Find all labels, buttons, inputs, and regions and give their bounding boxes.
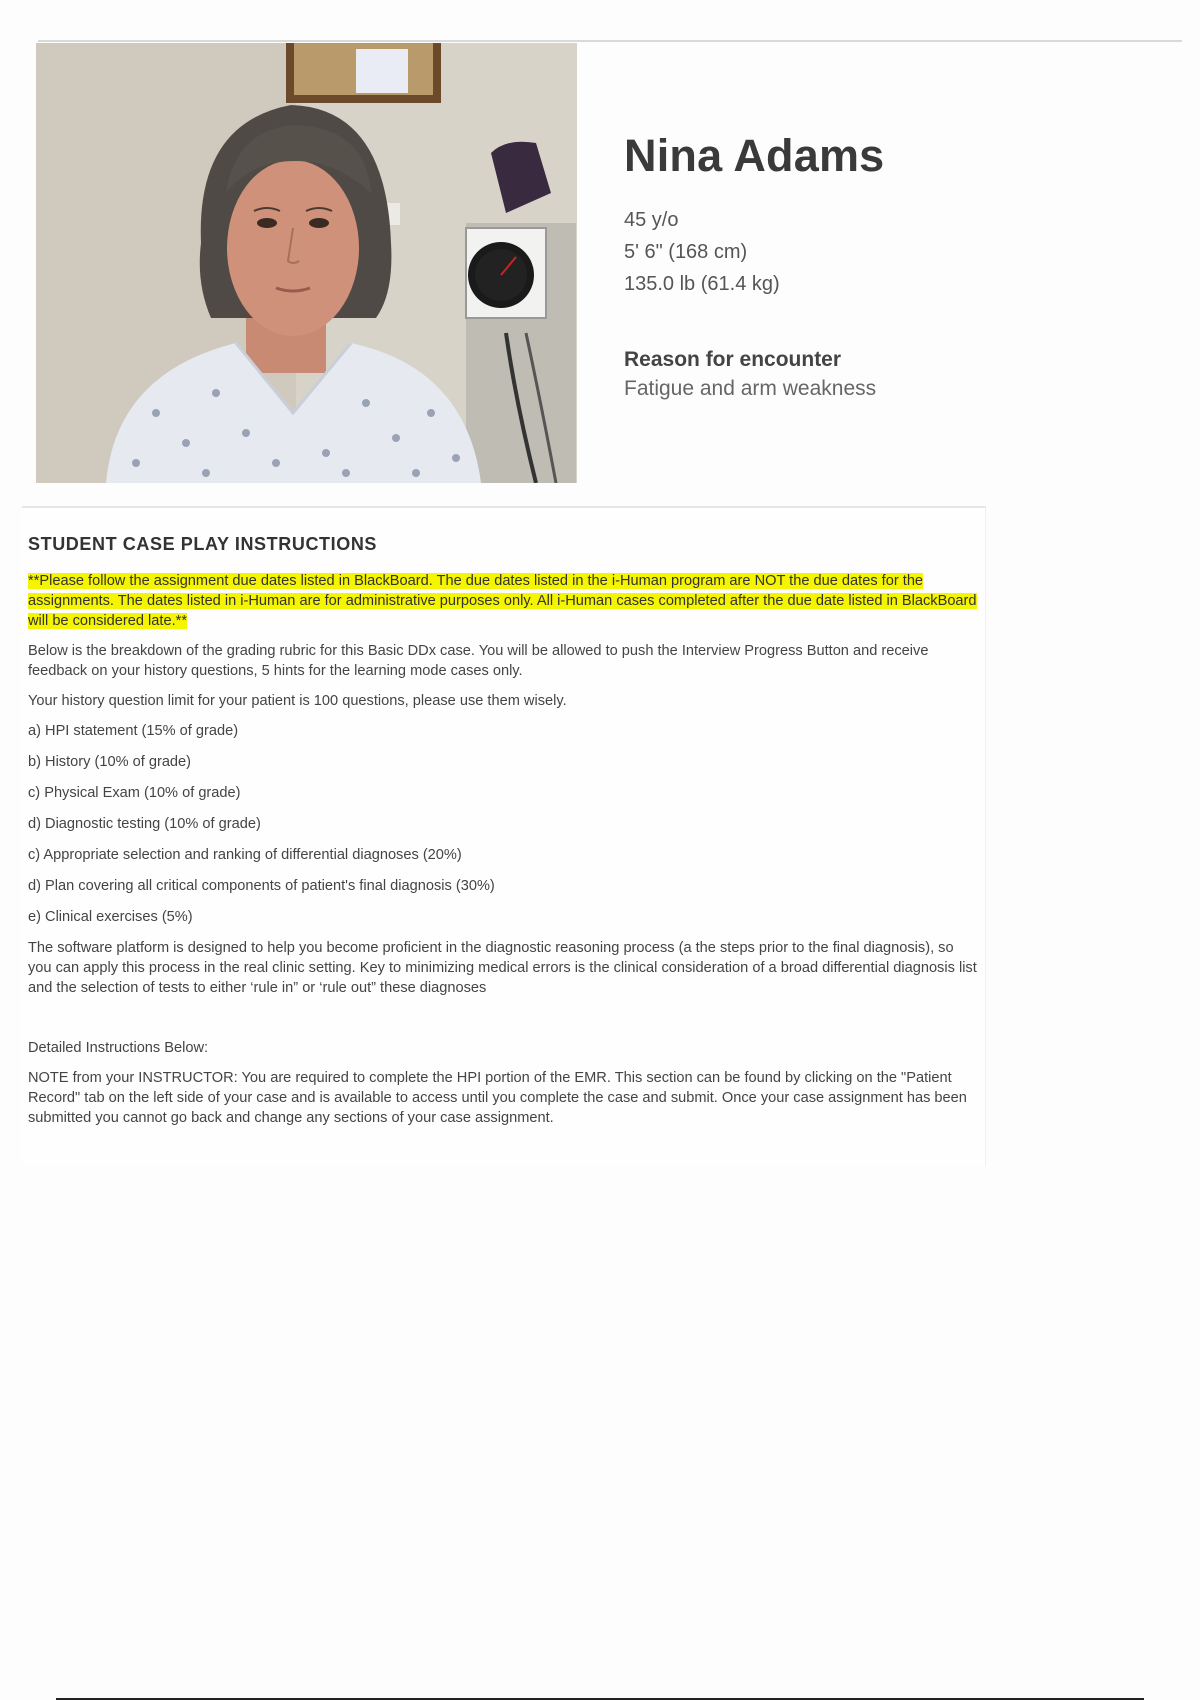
rubric-item: d) Plan covering all critical components of patient's final diagnosis (30%) — [28, 878, 495, 894]
rubric-item: c) Appropriate selection and ranking of differential diagnoses (20%) — [28, 847, 462, 863]
patient-age: 45 y/o — [624, 209, 679, 231]
patient-portrait-image — [36, 43, 577, 483]
due-date-notice — [28, 571, 979, 631]
rubric-item: b) History (10% of grade) — [28, 754, 192, 770]
detailed-instructions-label: Detailed Instructions Below: — [28, 1040, 209, 1056]
patient-name: Nina Adams — [624, 130, 885, 181]
patient-summary — [624, 130, 1144, 404]
instructions-panel — [22, 506, 986, 1166]
instructor-note: NOTE from your INSTRUCTOR: You are required to complete the HPI portion of the EMR. This section can be found by clicking on the "Patient Record" tab on the left side of your case and is available to access until you complete the case and submit. Once your case assignment has been submitted you cannot go back and change any sections of your case assignment. — [28, 1070, 967, 1126]
patient-stats — [624, 204, 1144, 300]
patient-height: 5' 6" (168 cm) — [624, 241, 748, 263]
question-limit: Your history question limit for your patient is 100 questions, please use them wisely. — [28, 693, 567, 709]
patient-avatar — [36, 43, 577, 483]
rubric-intro: Below is the breakdown of the grading rubric for this Basic DDx case. You will be allowed to push the Interview Progress Button and receive feedback on your history questions, 5 hints for the learning mode cases only. — [28, 643, 929, 679]
rubric-item: e) Clinical exercises (5%) — [28, 909, 193, 925]
rubric-item: d) Diagnostic testing (10% of grade) — [28, 816, 261, 832]
reason-label: Reason for encounter — [624, 348, 842, 371]
platform-description: The software platform is designed to help you become proficient in the diagnostic reasoning process (a the steps prior to the final diagnosis), so you can apply this process in the real clinic setting. Key to minimizing medical errors is the clinical consideration of a broad differential diagnosis list and the selection of tests to either ‘rule in” or ‘rule out” these diagnoses — [28, 940, 977, 996]
rubric-item: c) Physical Exam (10% of grade) — [28, 785, 241, 801]
rubric-list — [28, 721, 979, 927]
top-divider — [38, 40, 1182, 42]
due-date-notice-text: **Please follow the assignment due dates listed in BlackBoard. The due dates listed in the i-Human program are NOT the due dates for the assignments. The dates listed in i-Human are for administrative purposes only. All i-Human cases completed after the due date listed in BlackBoard will be considered late.** — [28, 573, 977, 629]
patient-weight: 135.0 lb (61.4 kg) — [624, 273, 780, 295]
reason-text: Fatigue and arm weakness — [624, 377, 877, 400]
rubric-item: a) HPI statement (15% of grade) — [28, 723, 239, 739]
instructions-title: STUDENT CASE PLAY INSTRUCTIONS — [28, 534, 378, 554]
